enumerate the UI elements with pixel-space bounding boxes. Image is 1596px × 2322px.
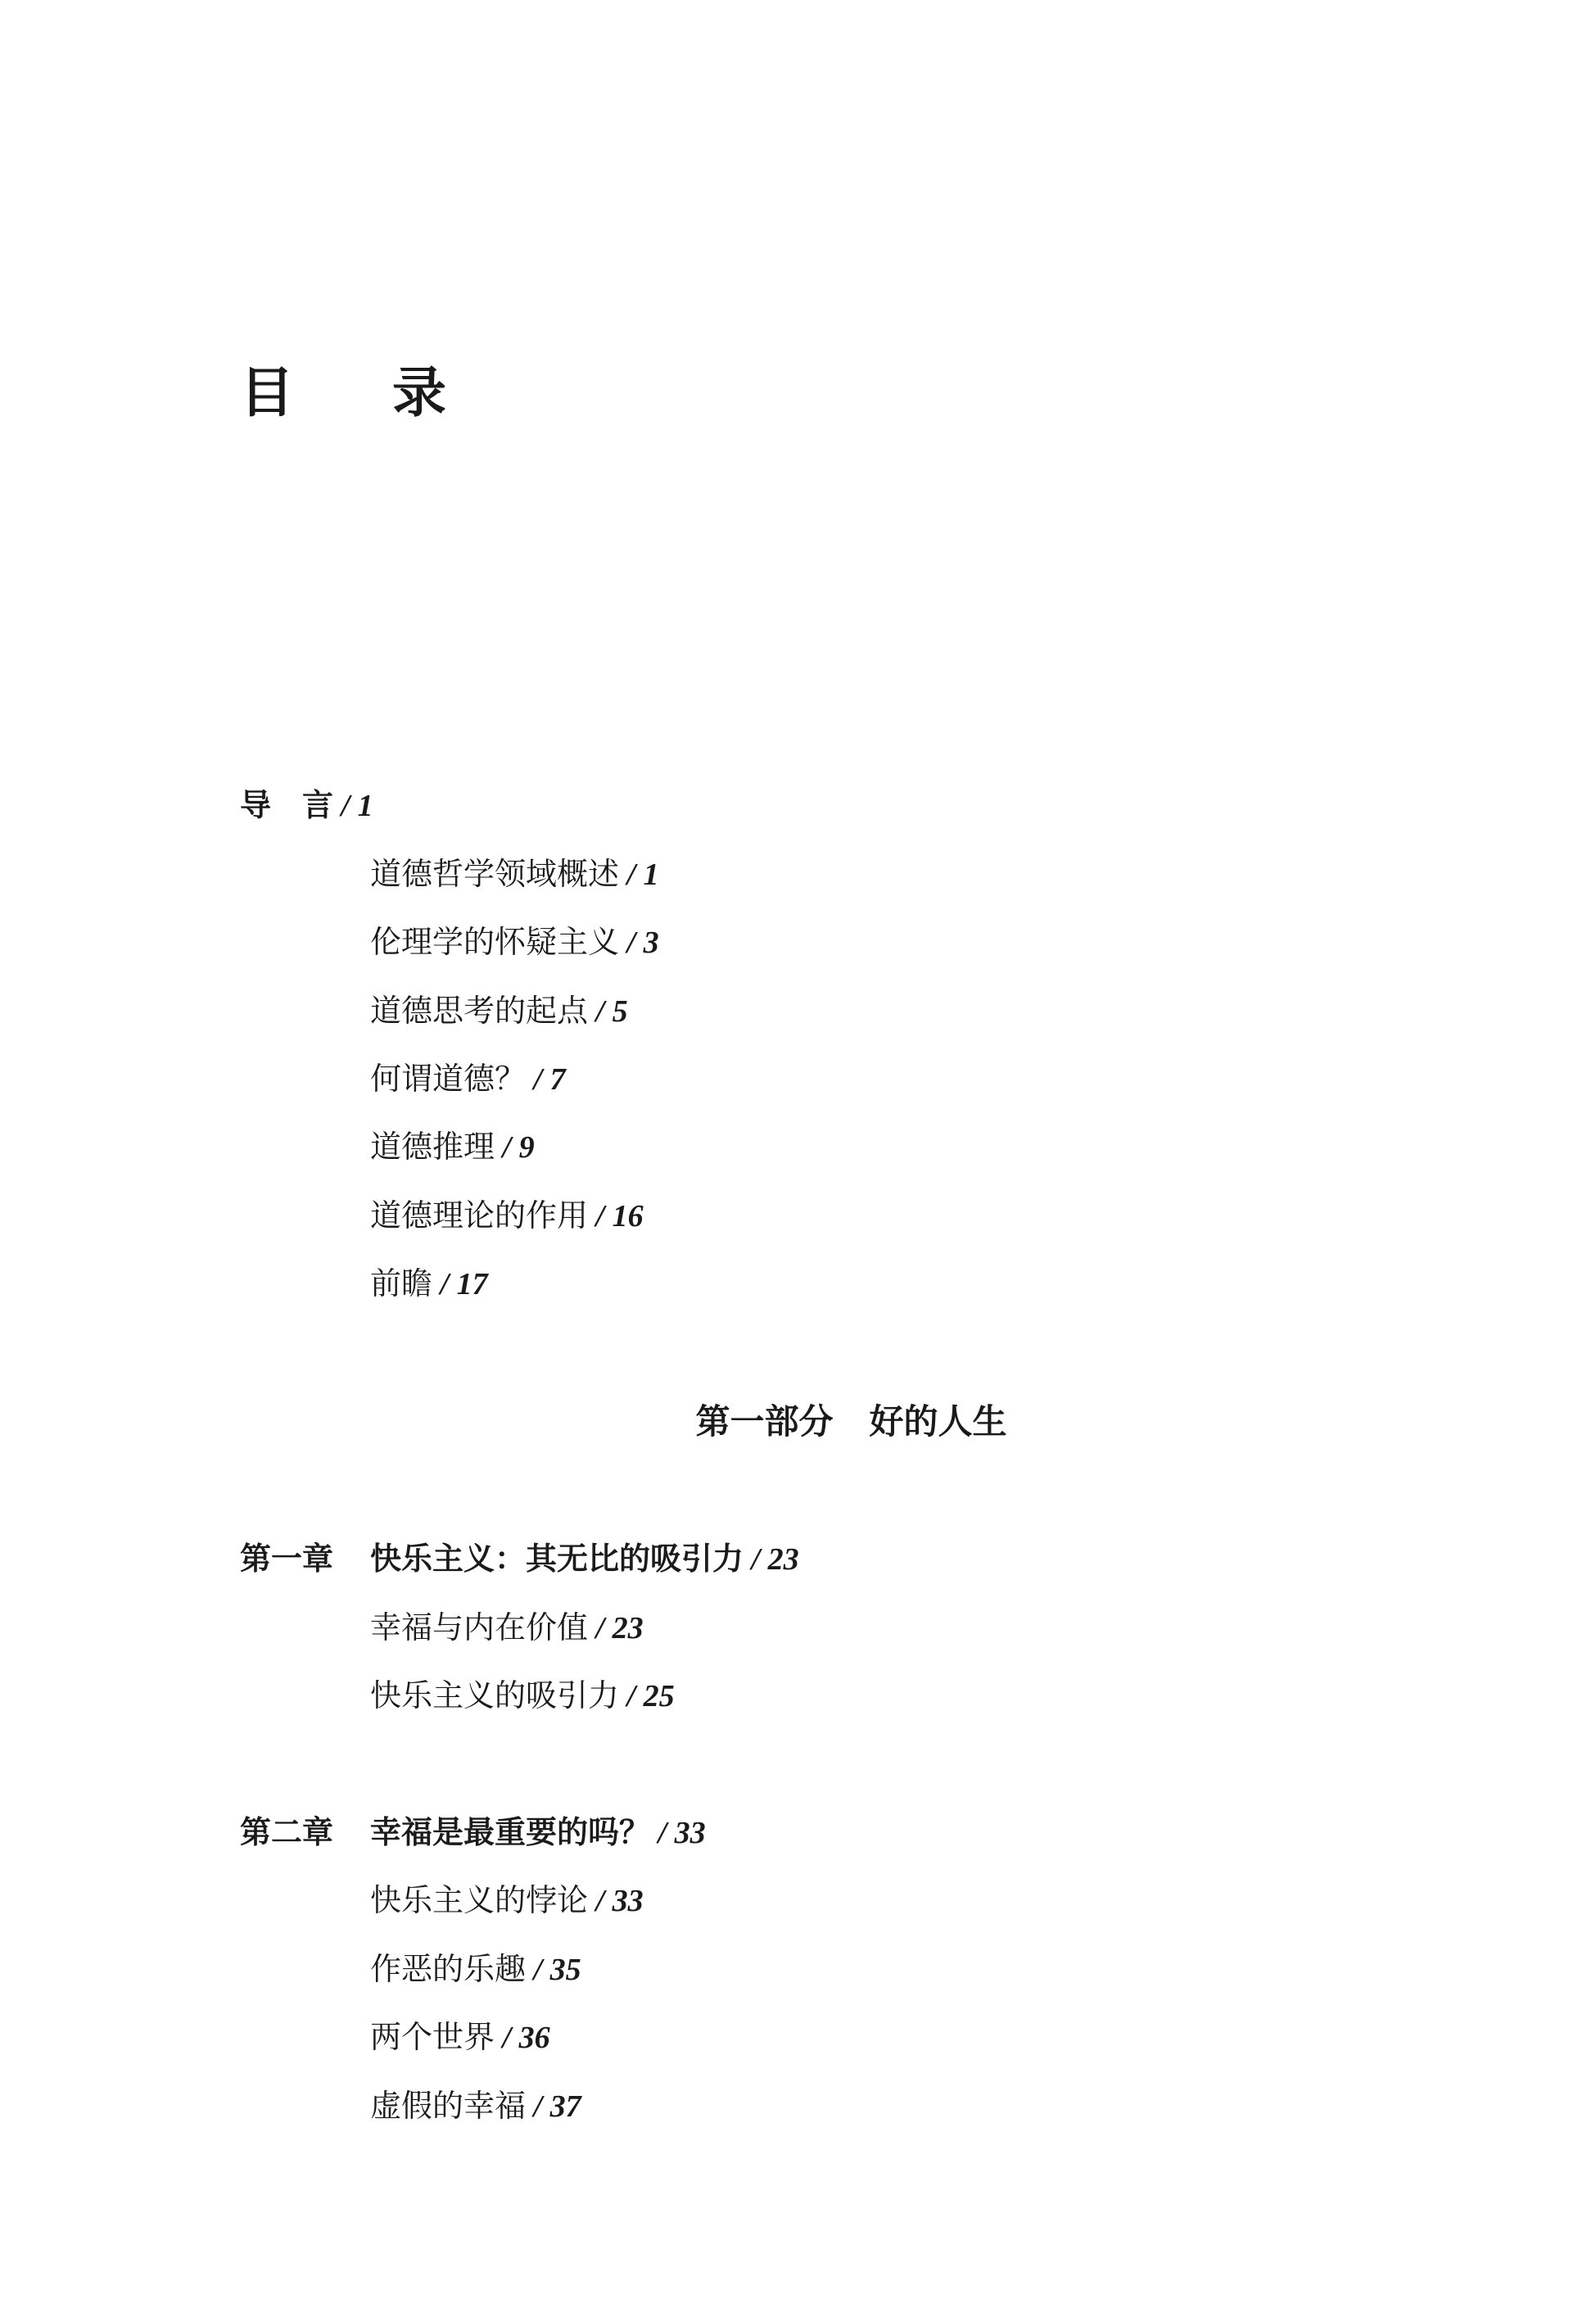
entry-label: 作恶的乐趣 xyxy=(370,1951,527,1987)
toc-entry[interactable] xyxy=(370,1607,644,1649)
entry-label: 伦理学的怀疑主义 xyxy=(370,924,620,960)
entry-page-number: 33 xyxy=(612,1884,644,1918)
part-number: 第一部分 xyxy=(695,1401,834,1442)
toc-entry[interactable] xyxy=(370,1675,675,1717)
entry-separator: / xyxy=(526,1953,550,1987)
entry-separator: / xyxy=(333,789,358,823)
chapter-title: 快乐主义：其无比的吸引力 xyxy=(370,1541,744,1577)
entry-label: 导 言 xyxy=(240,787,334,823)
toc-entry-chapter-2[interactable] xyxy=(240,1812,706,1854)
toc-entry[interactable] xyxy=(370,990,628,1032)
entry-separator: / xyxy=(588,1611,613,1645)
entry-page-number: 1 xyxy=(643,858,659,892)
toc-entry[interactable] xyxy=(370,1058,566,1100)
toc-heading-left: 目 xyxy=(240,361,294,424)
toc-entry-intro[interactable] xyxy=(240,785,373,826)
entry-label: 道德推理 xyxy=(370,1129,495,1165)
entry-label: 幸福与内在价值 xyxy=(370,1609,589,1645)
entry-separator: / xyxy=(588,1199,613,1233)
entry-label: 何谓道德？ xyxy=(370,1061,527,1097)
entry-label: 两个世界 xyxy=(370,2019,495,2055)
chapter-number: 第二章 xyxy=(240,1814,334,1850)
entry-separator: / xyxy=(526,1062,550,1097)
entry-page-number: 5 xyxy=(612,994,628,1029)
chapter-number: 第一章 xyxy=(240,1541,334,1577)
entry-page-number: 3 xyxy=(643,926,659,960)
part-name: 好的人生 xyxy=(869,1401,1007,1442)
entry-label: 道德哲学领域概述 xyxy=(370,856,620,892)
entry-separator: / xyxy=(432,1267,457,1301)
toc-entry-chapter-1[interactable] xyxy=(240,1538,799,1580)
entry-separator: / xyxy=(619,926,644,960)
entry-separator: / xyxy=(495,1130,519,1165)
entry-separator: / xyxy=(650,1816,675,1850)
entry-separator: / xyxy=(619,858,644,892)
entry-page-number: 23 xyxy=(767,1542,799,1577)
entry-page-number: 1 xyxy=(357,789,373,823)
toc-heading-right: 录 xyxy=(392,361,446,424)
entry-page-number: 25 xyxy=(643,1679,675,1713)
toc-entry[interactable] xyxy=(370,2016,550,2058)
entry-page-number: 9 xyxy=(518,1130,535,1165)
entry-label: 虚假的幸福 xyxy=(370,2088,527,2124)
toc-entry[interactable] xyxy=(370,1263,488,1305)
entry-page-number: 33 xyxy=(674,1816,706,1850)
entry-separator: / xyxy=(744,1542,768,1577)
toc-entry[interactable] xyxy=(370,853,659,895)
entry-label: 快乐主义的吸引力 xyxy=(370,1677,620,1713)
entry-page-number: 35 xyxy=(549,1953,581,1987)
entry-separator: / xyxy=(588,994,613,1029)
entry-label: 道德思考的起点 xyxy=(370,993,589,1029)
toc-entry[interactable] xyxy=(370,1195,644,1237)
entry-page-number: 16 xyxy=(612,1199,644,1233)
entry-separator: / xyxy=(619,1679,644,1713)
entry-separator: / xyxy=(495,2021,519,2055)
part-heading xyxy=(0,1399,1596,1445)
toc-entry[interactable] xyxy=(370,921,659,963)
toc-entry[interactable] xyxy=(370,2085,581,2127)
entry-label: 快乐主义的悖论 xyxy=(370,1882,589,1918)
entry-page-number: 17 xyxy=(456,1267,488,1301)
toc-entry[interactable] xyxy=(370,1880,644,1921)
entry-page-number: 36 xyxy=(518,2021,550,2055)
toc-heading xyxy=(240,360,446,426)
entry-label: 前瞻 xyxy=(370,1265,433,1301)
entry-label: 道德理论的作用 xyxy=(370,1197,589,1233)
chapter-title: 幸福是最重要的吗？ xyxy=(370,1814,651,1850)
toc-entry[interactable] xyxy=(370,1949,581,1990)
entry-separator: / xyxy=(526,2089,550,2124)
toc-entry[interactable] xyxy=(370,1126,535,1168)
entry-page-number: 23 xyxy=(612,1611,644,1645)
entry-page-number: 7 xyxy=(549,1062,566,1097)
entry-separator: / xyxy=(588,1884,613,1918)
entry-page-number: 37 xyxy=(549,2089,581,2124)
